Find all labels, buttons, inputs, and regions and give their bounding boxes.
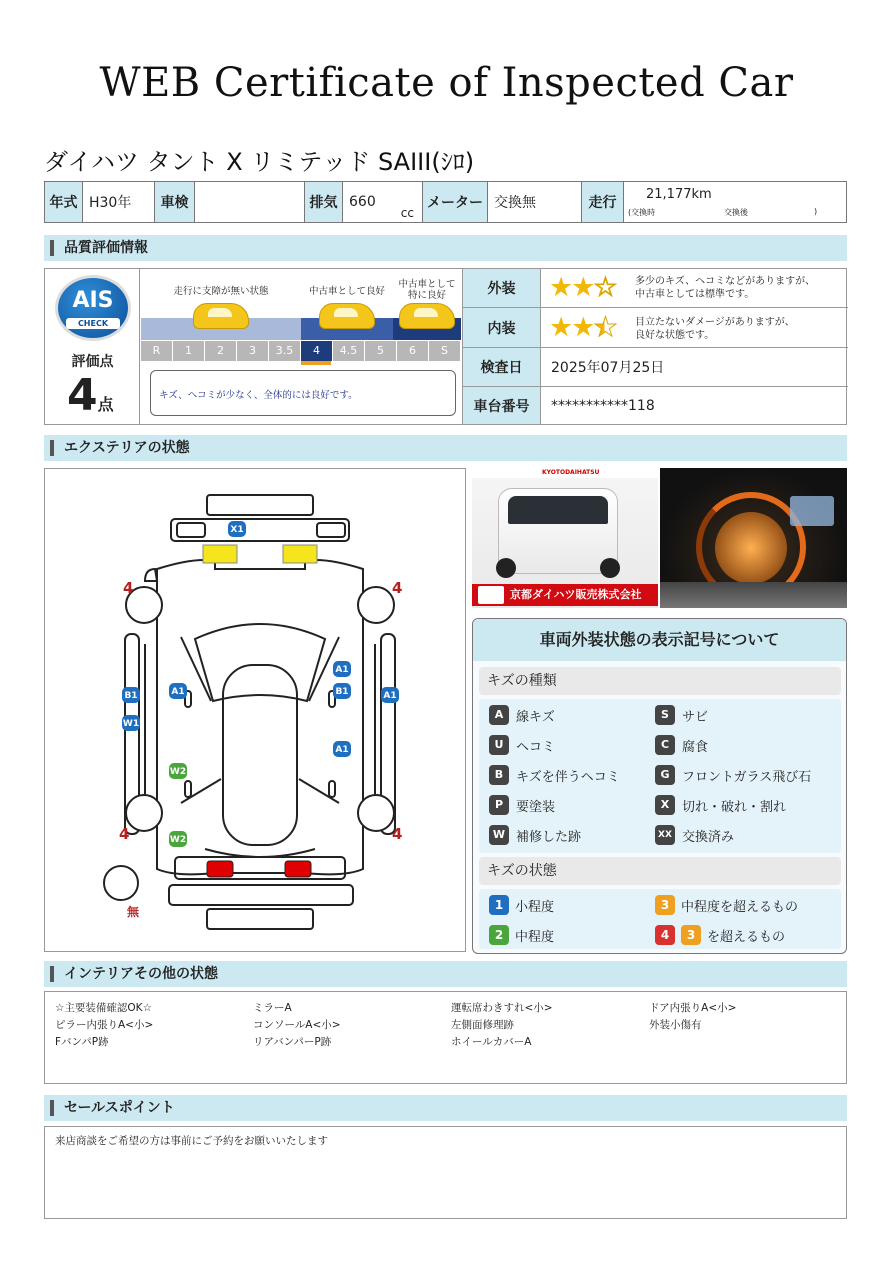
displacement-value: 660 <box>349 194 376 210</box>
level-good <box>301 269 393 339</box>
interior-item: ドア内張りA<小> <box>649 1002 737 1014</box>
scale-step: 2 <box>205 341 237 361</box>
car-icon <box>193 303 249 329</box>
section-exterior: エクステリアの状態 <box>44 435 847 461</box>
ais-check-text: CHECK <box>66 318 120 329</box>
score-unit: 点 <box>97 395 114 414</box>
damage-mark <box>169 831 187 847</box>
interior-item: コンソールA<小> <box>253 1019 341 1031</box>
scale-step: 6 <box>397 341 429 361</box>
tire-front-right <box>358 587 394 623</box>
legend-label: 線キズ <box>516 709 555 725</box>
mileage-cell <box>624 182 847 223</box>
damage-mark <box>169 763 187 779</box>
legend-title: 車両外装状態の表示記号について <box>473 619 846 661</box>
tire-depth-rl: 4 <box>119 825 130 843</box>
damage-mark-label: A1 <box>335 665 349 675</box>
scale-step: S <box>429 341 461 361</box>
exterior-stars <box>549 274 616 302</box>
damage-mark-label: B1 <box>335 687 349 697</box>
inspection-date-label: 検査日 <box>463 348 541 386</box>
code-badge: XX <box>655 825 675 845</box>
spec-table <box>44 181 847 223</box>
spare-tire <box>104 866 138 900</box>
interior-item: 外装小傷有 <box>649 1019 702 1031</box>
legend-item <box>489 925 554 945</box>
legend-item <box>489 825 581 845</box>
damage-state-title: キズの状態 <box>479 857 841 885</box>
legend-label: フロントガラス飛び石 <box>682 769 812 785</box>
legend-label: サビ <box>682 709 709 725</box>
damage-types-title: キズの種類 <box>479 667 841 695</box>
damage-mark-label: X1 <box>230 525 244 535</box>
damage-mark <box>122 715 140 731</box>
code-badge: W <box>489 825 509 845</box>
damage-mark <box>333 741 351 757</box>
score-value: 4 <box>67 370 98 421</box>
interior-item: 運転席わきすれ<小> <box>451 1002 553 1014</box>
legend-item <box>655 895 798 915</box>
score-label: 評価点 <box>71 354 114 370</box>
damage-mark-label: A1 <box>383 691 397 701</box>
chassis-number: ***********118 <box>551 397 655 414</box>
exterior-label: 外装 <box>463 269 541 307</box>
meter-label: メーター <box>423 182 488 223</box>
level-normal-label: 走行に支障が無い状態 <box>173 286 269 297</box>
legend-item <box>489 705 555 725</box>
legend-item <box>489 895 554 915</box>
exterior-note <box>635 275 815 301</box>
interior-note-line: 目立たないダメージがありますが、 <box>635 317 795 328</box>
state-badge: 3 <box>655 895 675 915</box>
legend-label: ヘコミ <box>516 739 556 755</box>
legend-item <box>655 825 734 845</box>
code-badge: G <box>655 765 675 785</box>
level-excellent-label: 中古車として特に良好 <box>398 279 456 301</box>
grade-scale <box>141 269 461 424</box>
inspection-date-row <box>463 348 848 387</box>
star-half-icon: ★ <box>593 312 616 343</box>
legend-label: 小程度 <box>515 899 555 915</box>
mileage-note-close: ) <box>814 207 818 216</box>
car-icon <box>399 303 455 329</box>
rear-bumper-lower <box>207 909 313 929</box>
chassis-row <box>463 387 848 424</box>
displacement-unit: cc <box>400 206 414 220</box>
interior-item: ☆主要装備確認OK☆ <box>55 1002 152 1014</box>
legend-box <box>472 618 847 954</box>
interior-stars <box>549 314 616 342</box>
legend-item <box>655 705 708 725</box>
tire-rear-left <box>126 795 162 831</box>
interior-item: リアバンパーP跡 <box>253 1036 332 1048</box>
legend-item <box>655 795 786 815</box>
spare-tire-status: 無 <box>127 905 140 919</box>
exterior-diagram-box <box>44 468 466 952</box>
interior-item: 左側面修理跡 <box>451 1019 514 1031</box>
daihatsu-logo-icon <box>478 586 504 604</box>
legend-label: 補修した跡 <box>516 829 582 845</box>
score <box>67 371 114 430</box>
ais-logo-text: AIS <box>72 288 114 313</box>
damage-mark-label: B1 <box>124 691 138 701</box>
exterior-row <box>463 269 848 308</box>
damage-mark <box>122 687 140 703</box>
legend-item <box>655 735 708 755</box>
legend-item <box>489 765 620 785</box>
car-photos <box>472 468 847 608</box>
section-sales: セールスポイント <box>44 1095 847 1121</box>
state-badge: 3 <box>681 925 701 945</box>
state-badge: 1 <box>489 895 509 915</box>
car-name: ダイハツ タント X リミテッド SAIII(ｼﾛ) <box>44 148 475 176</box>
scale-step: 3 <box>237 341 269 361</box>
legend-item <box>489 735 555 755</box>
sales-point-text: 来店商談をご希望の方は事前にご予約をお願いいたします <box>55 1135 328 1147</box>
car-body <box>157 560 363 874</box>
damage-types-panel <box>479 699 841 853</box>
interior-note <box>635 316 795 342</box>
roof <box>223 665 297 845</box>
scale-step-active: 4 <box>301 341 333 361</box>
mileage-note-open: (交換時 <box>628 208 656 217</box>
exterior-note-line: 中古車としては標準です。 <box>635 289 755 300</box>
legend-label: 中程度 <box>515 929 555 945</box>
legend-label: 交換済み <box>682 829 735 845</box>
interior-item: FバンパP跡 <box>55 1036 109 1048</box>
legend-label: キズを伴うヘコミ <box>516 769 620 785</box>
section-quality: 品質評価情報 <box>44 235 847 261</box>
damage-mark <box>333 661 351 677</box>
legend-item <box>655 765 811 785</box>
mileage-note-after: 交換後 <box>724 208 748 217</box>
damage-mark-label: W1 <box>122 719 140 729</box>
level-excellent <box>393 269 461 339</box>
legend-label: 中程度を超えるもの <box>681 899 799 915</box>
scale-step: R <box>141 341 173 361</box>
interior-item: ピラー内張りA<小> <box>55 1019 154 1031</box>
grade-scale-steps <box>141 341 461 361</box>
displacement-cell <box>343 182 423 223</box>
front-bumper <box>207 495 313 515</box>
interior-label: 内装 <box>463 308 541 347</box>
tire-depth-fl: 4 <box>123 579 134 597</box>
quality-box <box>44 268 847 425</box>
damage-mark-label: A1 <box>335 745 349 755</box>
meter-value: 交換無 <box>488 182 582 223</box>
scale-step: 4.5 <box>333 341 365 361</box>
interior-item: ミラーA <box>253 1002 292 1014</box>
code-badge: B <box>489 765 509 785</box>
exterior-note-line: 多少のキズ、ヘコミなどがありますが、 <box>635 276 816 287</box>
windshield <box>195 624 325 701</box>
interior-item: ホイールカバーA <box>451 1036 532 1048</box>
headlight-left <box>203 545 237 563</box>
ais-column <box>45 269 140 424</box>
legend-item <box>655 925 785 945</box>
code-badge: A <box>489 705 509 725</box>
mileage-label: 走行 <box>582 182 624 223</box>
damage-mark-label: A1 <box>171 687 185 697</box>
tail-light-right <box>285 861 311 877</box>
damage-mark-label: W2 <box>169 835 187 845</box>
tail-light-left <box>207 861 233 877</box>
damage-mark <box>381 687 399 703</box>
code-badge: S <box>655 705 675 725</box>
dealer-sign: KYOTODAIHATSU <box>542 469 600 476</box>
tire-rear-right <box>358 795 394 831</box>
code-badge: C <box>655 735 675 755</box>
legend-label: 要塗装 <box>516 799 556 815</box>
car-icon <box>319 303 375 329</box>
rear-bumper <box>169 885 353 905</box>
star-empty-icon: ☆ <box>593 272 616 303</box>
scale-step: 1 <box>173 341 205 361</box>
shaken-label: 車検 <box>155 182 195 223</box>
state-badge: 2 <box>489 925 509 945</box>
shaken-value <box>195 182 305 223</box>
interior-row <box>463 308 848 348</box>
legend-label: を超えるもの <box>707 929 786 945</box>
year-label: 年式 <box>45 182 83 223</box>
quality-details <box>462 269 847 424</box>
level-normal <box>141 269 301 339</box>
sales-box <box>44 1126 847 1219</box>
damage-mark <box>333 683 351 699</box>
tire-depth-rr: 4 <box>392 825 403 843</box>
mileage-value: 21,177km <box>646 187 712 202</box>
section-interior: インテリアその他の状態 <box>44 961 847 987</box>
year-value: H30年 <box>83 182 155 223</box>
legend-label: 切れ・破れ・割れ <box>682 799 787 815</box>
star-icon: ★★ <box>549 272 594 303</box>
car-damage-diagram <box>45 469 465 951</box>
damage-mark <box>169 683 187 699</box>
meter-photo <box>660 468 847 608</box>
grade-comment: キズ、ヘコミが少なく、全体的には良好です。 <box>150 370 456 416</box>
state-badge: 4 <box>655 925 675 945</box>
ais-logo <box>55 275 131 341</box>
code-badge: U <box>489 735 509 755</box>
interior-note-line: 良好な状態です。 <box>635 330 715 341</box>
legend-label: 腐食 <box>682 739 709 755</box>
code-badge: P <box>489 795 509 815</box>
star-icon: ★★ <box>549 312 594 343</box>
level-good-label: 中古車として良好 <box>308 286 385 297</box>
headlight-right <box>283 545 317 563</box>
car-exterior-photo <box>472 468 658 608</box>
legend-item <box>489 795 555 815</box>
damage-state-panel <box>479 889 841 949</box>
dealer-banner: 京都ダイハツ販売株式会社 <box>472 584 658 606</box>
scale-marker <box>301 361 331 365</box>
damage-mark-label: W2 <box>169 767 187 777</box>
chassis-label: 車台番号 <box>463 387 541 424</box>
page-title: WEB Certificate of Inspected Car <box>99 60 794 106</box>
scale-step: 5 <box>365 341 397 361</box>
inspection-date: 2025年07月25日 <box>551 360 665 376</box>
displacement-label: 排気 <box>305 182 343 223</box>
scale-step: 3.5 <box>269 341 301 361</box>
interior-box <box>44 991 847 1084</box>
damage-mark <box>228 521 246 537</box>
code-badge: X <box>655 795 675 815</box>
tire-depth-fr: 4 <box>392 579 403 597</box>
